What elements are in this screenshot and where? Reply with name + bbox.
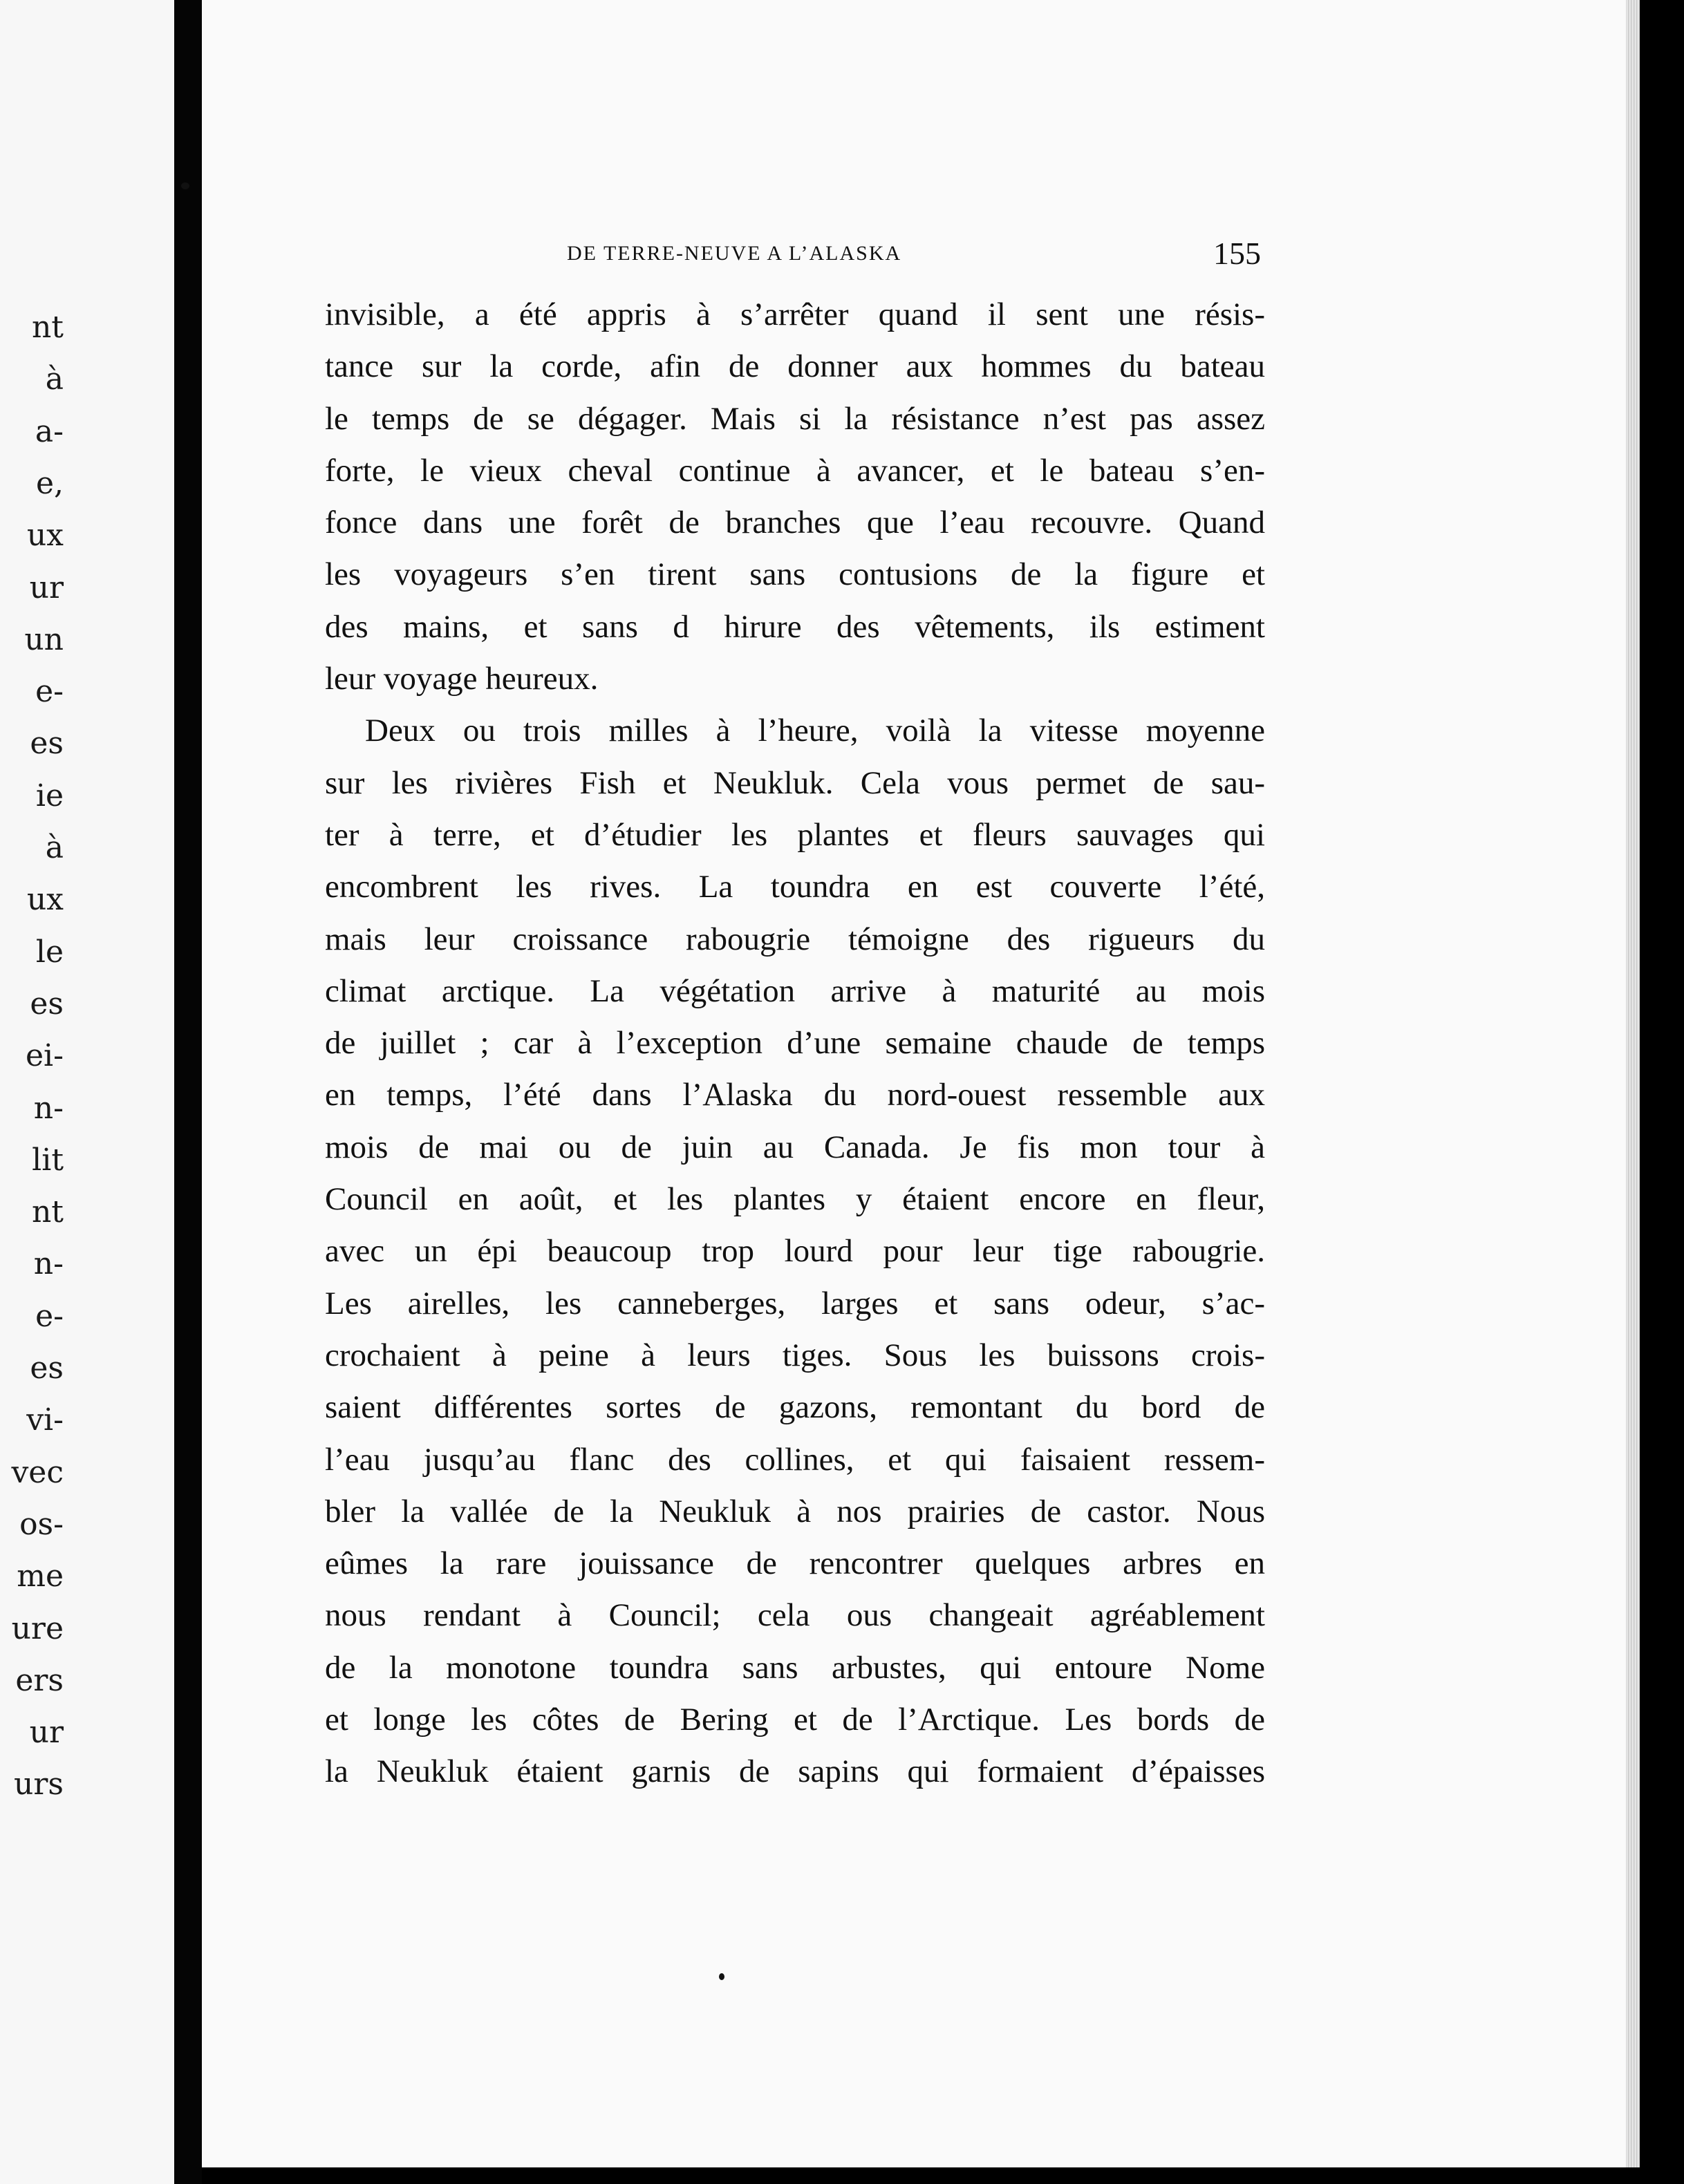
paragraph-2	[325, 705, 1265, 1798]
text-line: nous rendant à Council; cela ous changeait agréablement	[325, 1597, 1265, 1634]
left-page-fragment: ux	[26, 882, 64, 918]
left-page-fragment: à	[45, 361, 64, 397]
left-page-fragment: os-	[19, 1506, 64, 1542]
text-line: bler la vallée de la Neukluk à nos prairies de castor. Nous	[325, 1493, 1265, 1529]
left-page-fragment: vi-	[26, 1402, 64, 1438]
text-line: forte, le vieux cheval continue à avancer, et le bateau s’en-	[325, 452, 1265, 489]
left-page-fragment: lit	[32, 1142, 64, 1178]
left-page-fragment: a-	[35, 413, 64, 449]
text-line: la Neukluk étaient garnis de sapins qui formaient d’épaisses	[325, 1753, 1265, 1790]
paragraph-1	[325, 289, 1265, 705]
left-page-fragment: à	[45, 830, 64, 865]
left-page-fragment: ur	[29, 1715, 64, 1751]
text-line: mois de mai ou de juin au Canada. Je fis mon tour à	[325, 1129, 1265, 1165]
text-line: climat arctique. La végétation arrive à maturité au mois	[325, 972, 1265, 1009]
body-text	[325, 289, 1265, 1798]
text-line: et longe les côtes de Bering et de l’Arctique. Les bords de	[325, 1702, 1265, 1738]
text-line: des mains, et sans d hirure des vêtements, ils estiment	[325, 608, 1265, 645]
book-gutter	[174, 0, 202, 2184]
left-page-fragment: n-	[33, 1246, 64, 1282]
left-page-fragment: ux	[26, 518, 64, 554]
left-page-fragment: e-	[35, 674, 64, 710]
left-page-fragment: un	[24, 621, 64, 657]
text-line: Deux ou trois milles à l’heure, voilà la vitesse moyenne	[365, 713, 1265, 749]
text-line: Council en août, et les plantes y étaient encore en fleur,	[325, 1181, 1265, 1218]
left-page-fragment: es	[30, 726, 64, 762]
left-page-fragment: vec	[11, 1454, 64, 1490]
text-line: saient différentes sortes de gazons, remontant du bord de	[325, 1389, 1265, 1426]
left-page-fragment: es	[30, 986, 64, 1022]
left-page-fragment: me	[17, 1559, 64, 1594]
text-line: ter à terre, et d’étudier les plantes et fleurs sauvages qui	[325, 816, 1265, 853]
left-page-fragment: ers	[15, 1662, 64, 1698]
text-line: de juillet ; car à l’exception d’une semaine chaude de temps	[325, 1025, 1265, 1062]
page-number: 155	[1213, 236, 1261, 271]
text-line: en temps, l’été dans l’Alaska du nord-ouest ressemble aux	[325, 1077, 1265, 1113]
text-line: eûmes la rare jouissance de rencontrer quelques arbres en	[325, 1545, 1265, 1582]
left-page-fragment: urs	[14, 1767, 64, 1802]
text-line: le temps de se dégager. Mais si la résistance n’est pas assez	[325, 400, 1265, 437]
left-page-fragment: es	[30, 1350, 64, 1386]
text-line: sur les rivières Fish et Neukluk. Cela vous permet de sau-	[325, 764, 1265, 801]
text-line: leur voyage heureux.	[325, 661, 599, 697]
left-page-fragment: ure	[11, 1610, 64, 1646]
running-header: DE TERRE-NEUVE A L’ALASKA	[567, 242, 902, 265]
ink-speck	[181, 182, 189, 189]
left-page-fragment: ie	[35, 778, 64, 813]
text-line: Les airelles, les canneberges, larges et sans odeur, s’ac-	[325, 1285, 1265, 1321]
text-line: de la monotone toundra sans arbustes, qui entoure Nome	[325, 1649, 1265, 1686]
left-page-fragment: e,	[35, 465, 64, 501]
left-page-fragment: le	[35, 934, 64, 970]
text-line: l’eau jusqu’au flanc des collines, et qui faisaient ressem-	[325, 1441, 1265, 1478]
left-page-fragment: nt	[31, 310, 64, 345]
text-line: tance sur la corde, afin de donner aux hommes du bateau	[325, 348, 1265, 385]
left-page-fragment: e-	[35, 1298, 64, 1334]
text-line: avec un épi beaucoup trop lourd pour leur tige rabougrie.	[325, 1233, 1265, 1270]
text-line: mais leur croissance rabougrie témoigne des rigueurs du	[325, 921, 1265, 957]
text-line: fonce dans une forêt de branches que l’eau recouvre. Quand	[325, 505, 1265, 541]
left-page-fragment: ur	[29, 569, 64, 605]
text-line: les voyageurs s’en tirent sans contusions de la figure et	[325, 556, 1265, 593]
page-edge-stack	[1626, 0, 1640, 2167]
text-line: encombrent les rives. La toundra en est couverte l’été,	[325, 869, 1265, 905]
text-line: invisible, a été appris à s’arrêter quand il sent une résis-	[325, 296, 1265, 332]
left-page-fragment: n-	[33, 1090, 64, 1126]
left-page-edge	[0, 0, 174, 2184]
left-page-fragment: ei-	[26, 1038, 64, 1074]
ink-speck	[719, 1973, 724, 1980]
text-line: crochaient à peine à leurs tiges. Sous les buissons crois-	[325, 1337, 1265, 1373]
left-page-fragment: nt	[31, 1194, 64, 1230]
